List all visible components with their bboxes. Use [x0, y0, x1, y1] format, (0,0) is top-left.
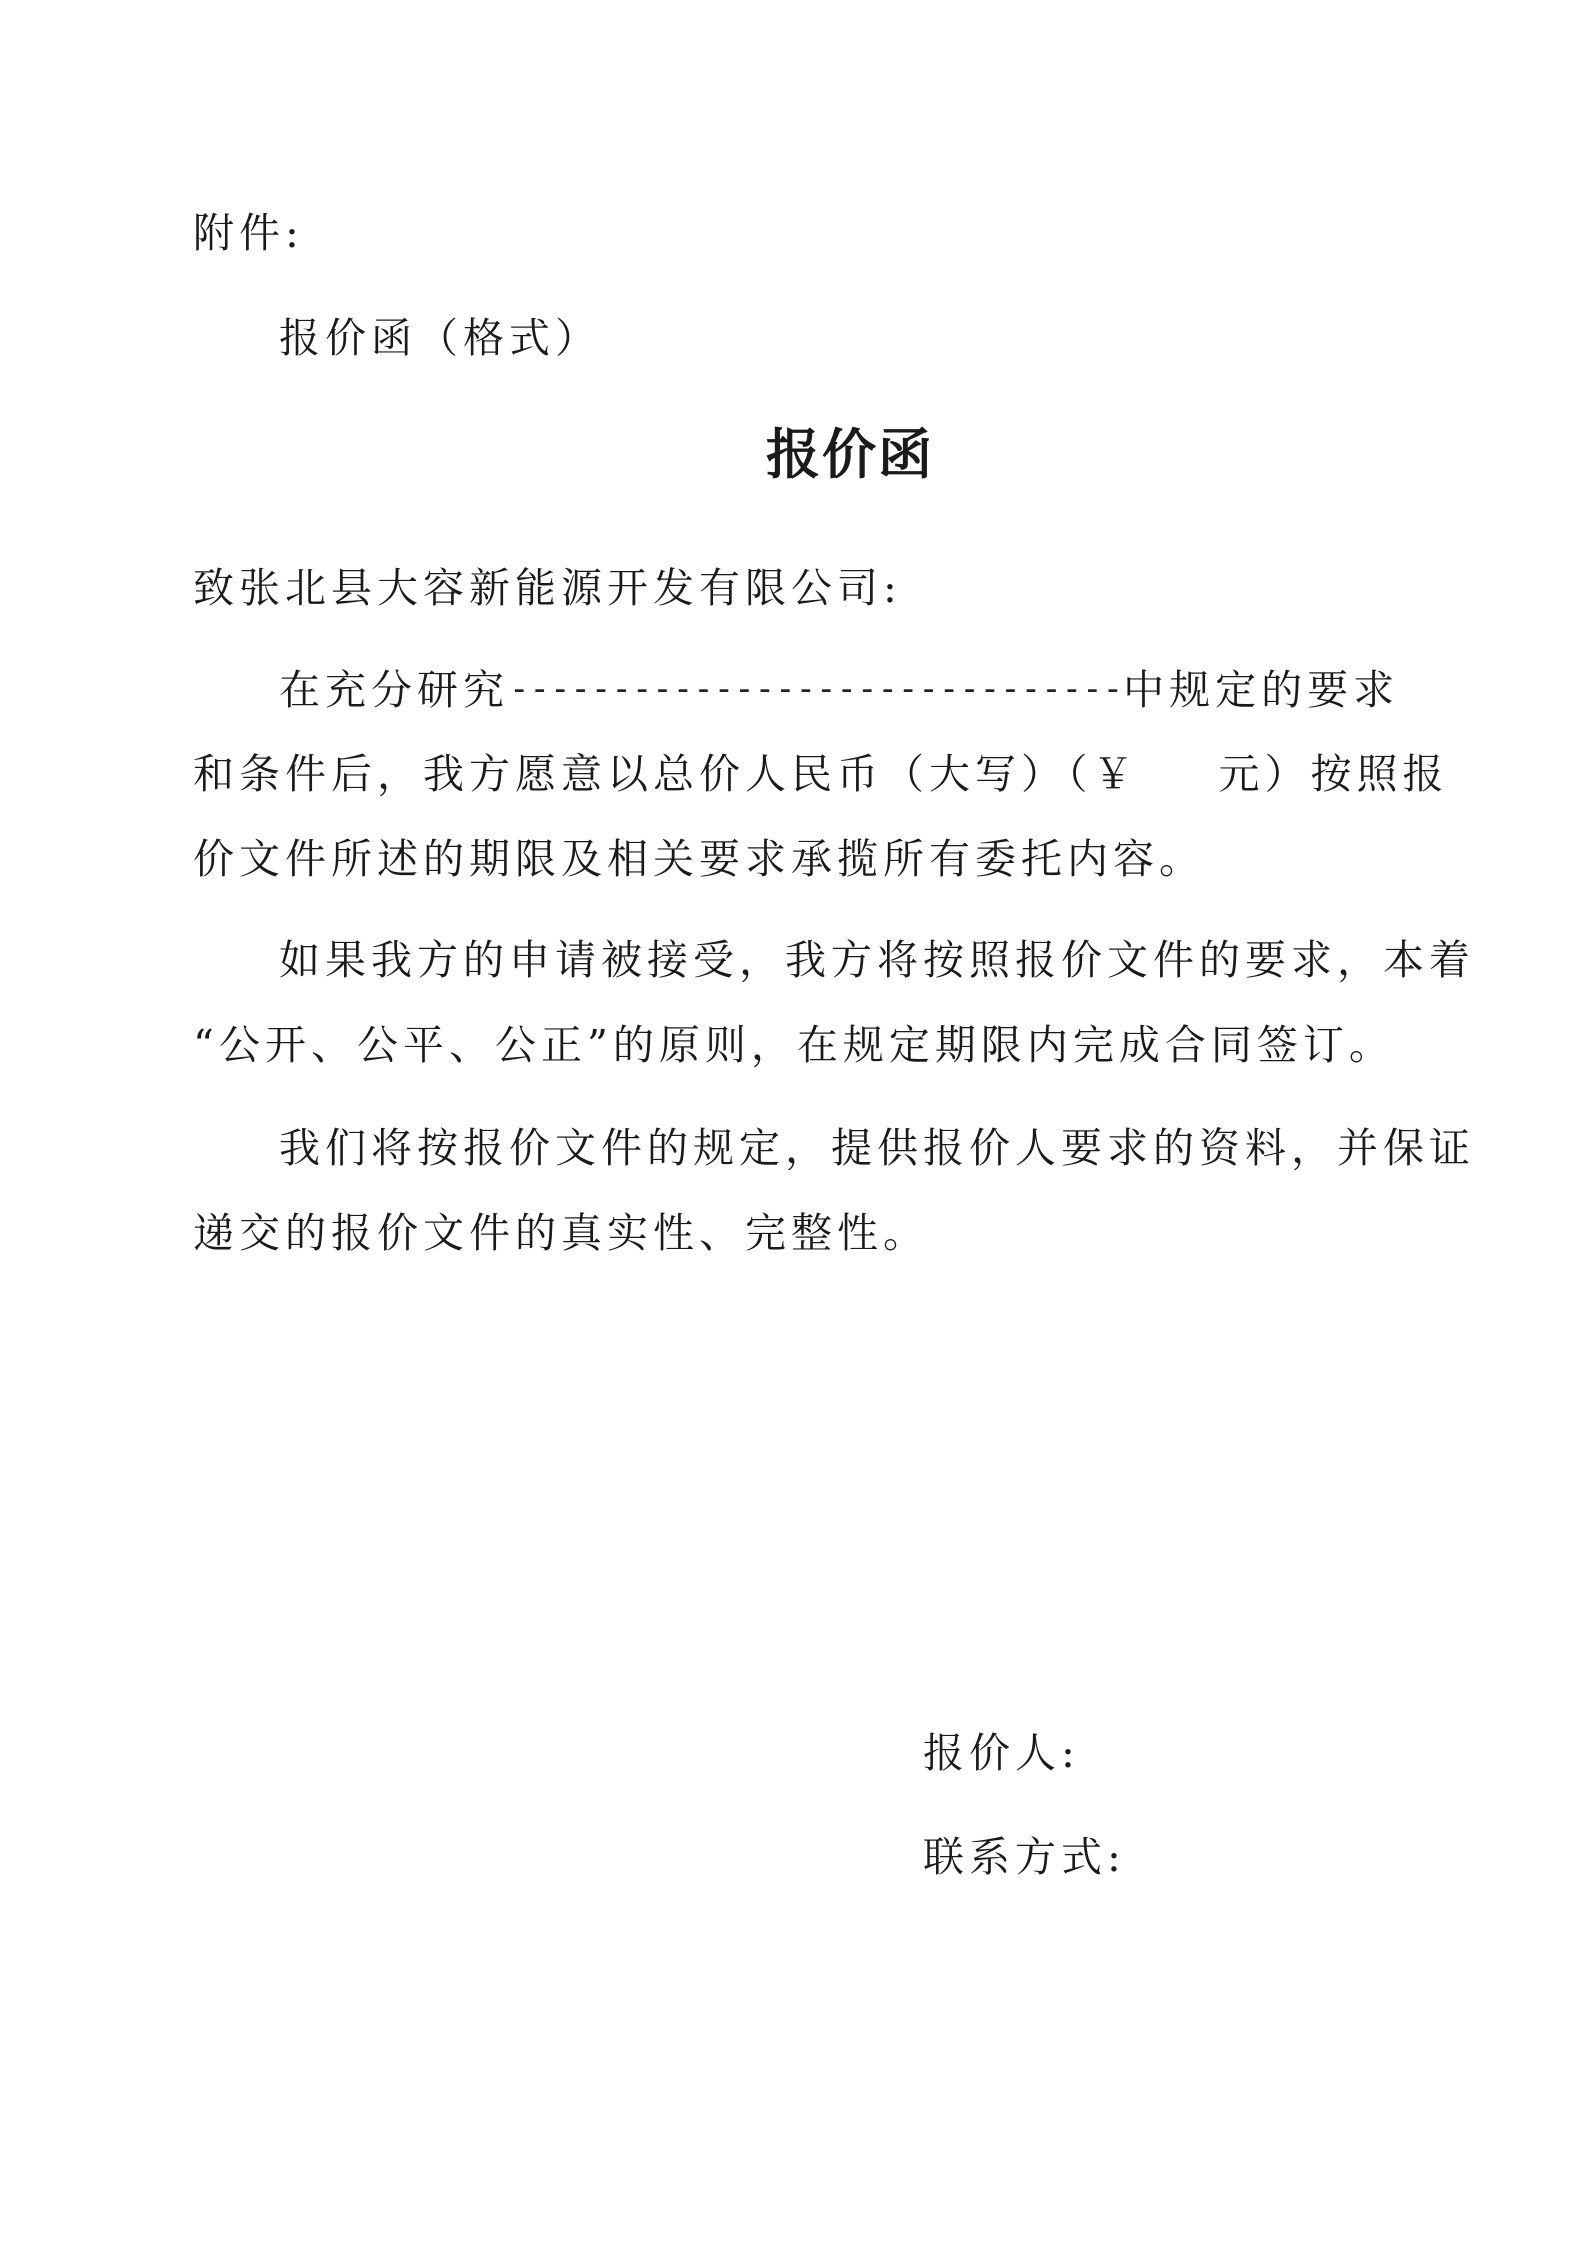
para1-line2-b: 元）按照报	[1218, 750, 1449, 798]
page-title: 报价函	[766, 423, 934, 486]
para1-line2	[193, 750, 1449, 798]
para1-line1	[279, 666, 1400, 714]
format-heading: 报价函（格式）	[279, 314, 601, 362]
contact-label: 联系方式:	[923, 1833, 1126, 1881]
attachment-label: 附件:	[193, 209, 304, 257]
fill-in-blank: ------------------------------	[509, 669, 1124, 709]
para2-line2: “公开、公平、公正”的原则，在规定期限内完成合同签订。	[193, 1021, 1395, 1069]
para1-line2-a: 和条件后，我方愿意以总价人民币（大写）（￥	[193, 750, 1139, 798]
addressee: 致张北县大容新能源开发有限公司:	[193, 564, 902, 612]
para2-line1: 如果我方的申请被接受，我方将按照报价文件的要求，本着	[279, 936, 1475, 984]
bidder-label: 报价人:	[923, 1729, 1080, 1777]
para1-line3: 价文件所述的期限及相关要求承揽所有委托内容。	[193, 835, 1205, 883]
para1-suffix: 中规定的要求	[1123, 666, 1400, 714]
para3-line2: 递交的报价文件的真实性、完整性。	[193, 1209, 929, 1257]
para3-line1: 我们将按报价文件的规定，提供报价人要求的资料，并保证	[279, 1124, 1475, 1172]
para1-prefix: 在充分研究	[279, 666, 509, 714]
